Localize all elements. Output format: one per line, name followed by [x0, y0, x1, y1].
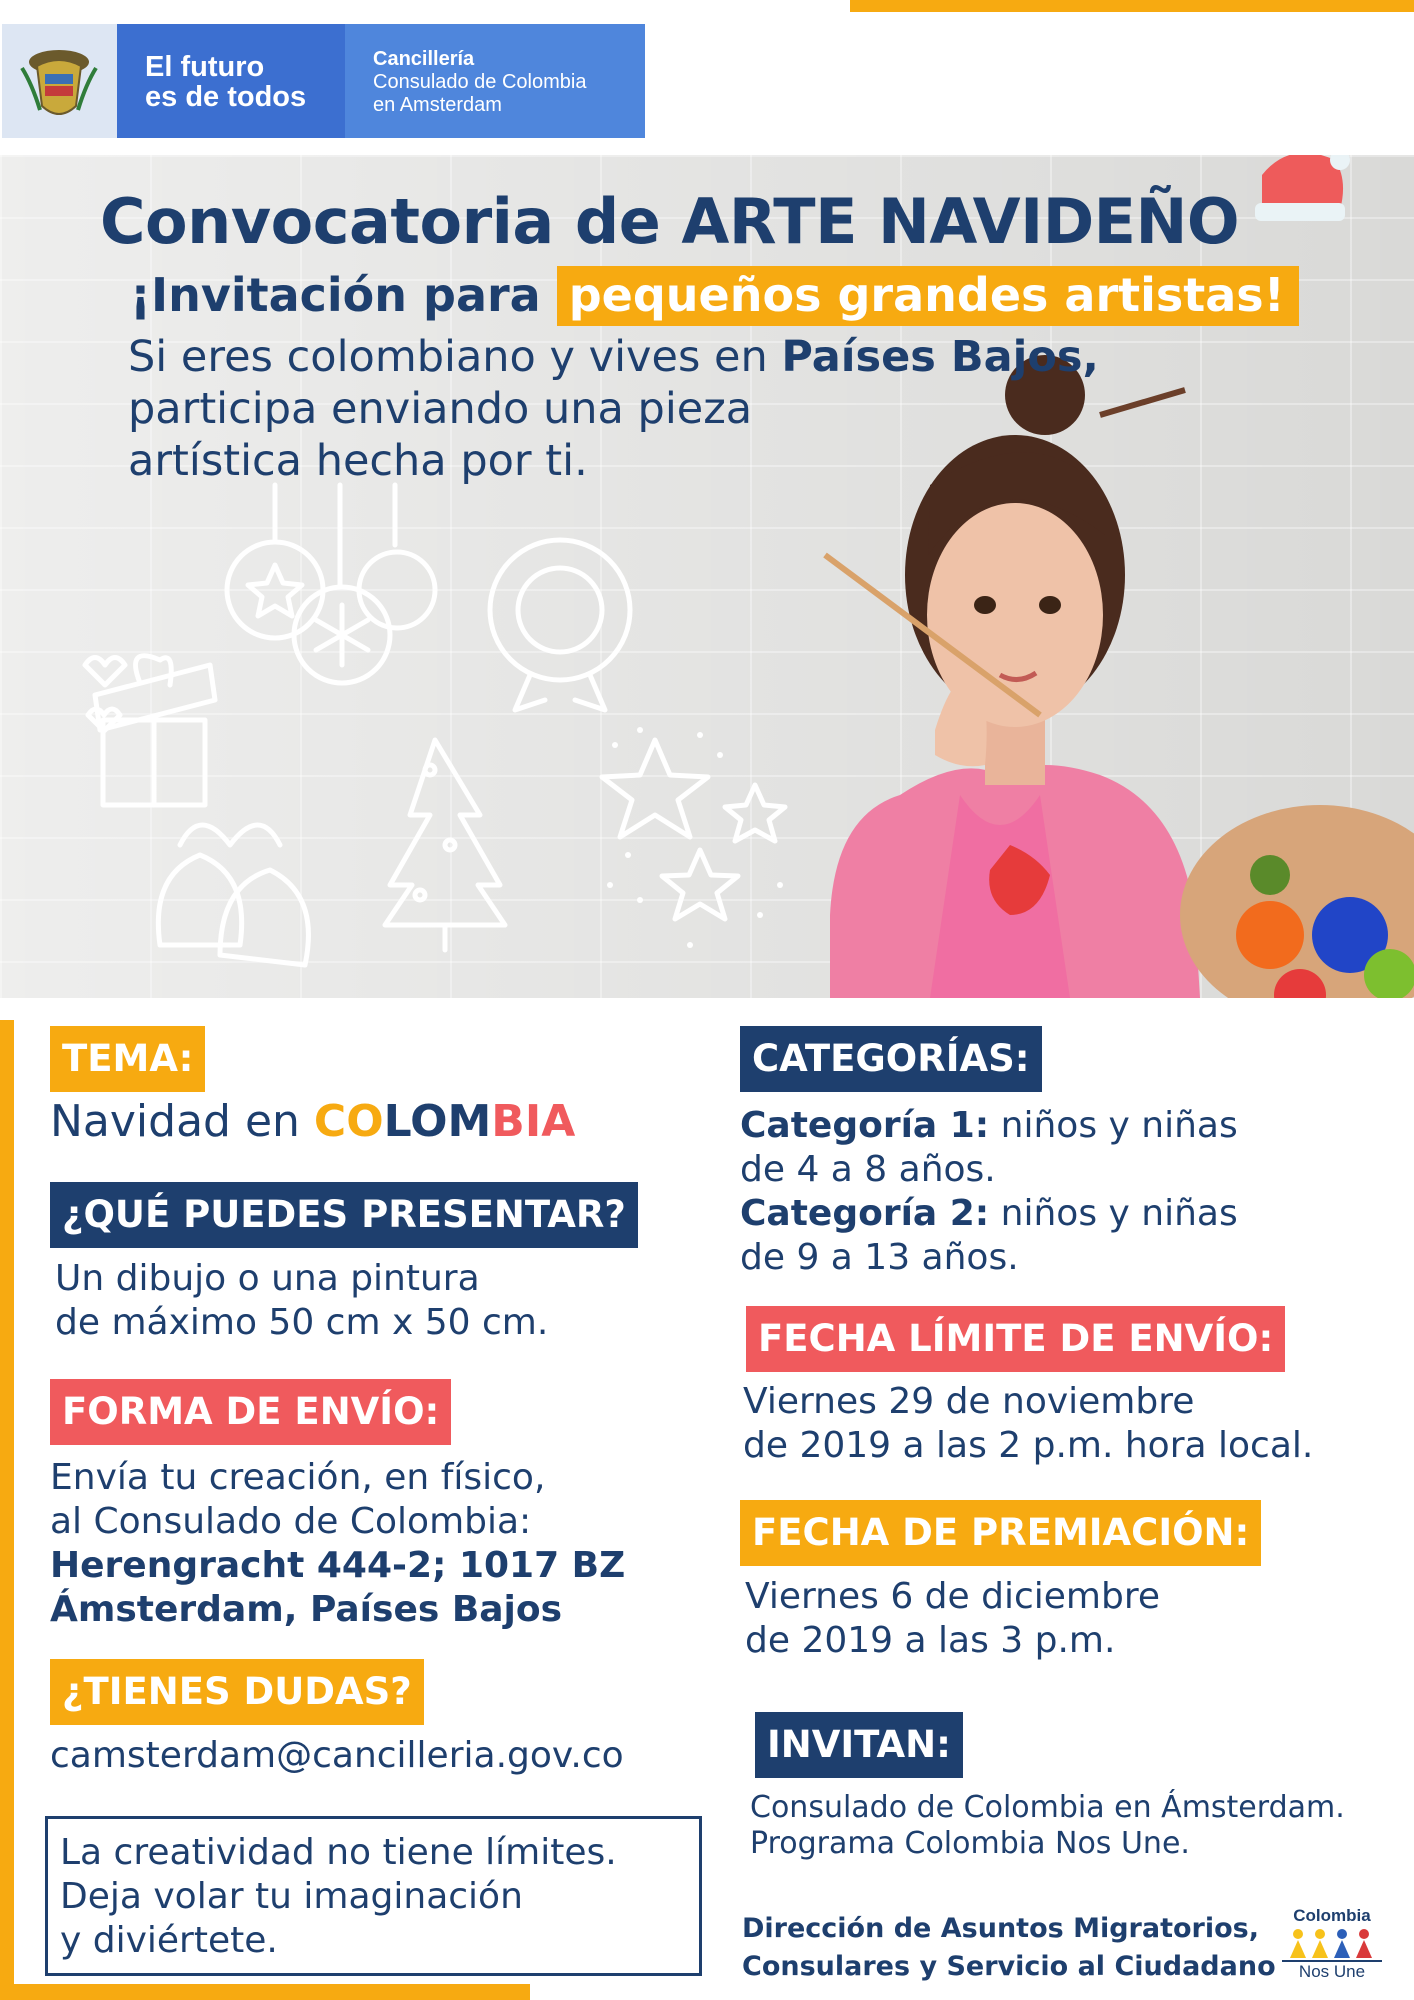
invite-prefix: ¡Invitación para — [130, 268, 541, 322]
tema-label: TEMA: — [50, 1026, 205, 1092]
people-icon — [1288, 1928, 1376, 1960]
cat2-line2: de 9 a 13 años. — [740, 1237, 1019, 1278]
que-presentar-label: ¿QUÉ PUEDES PRESENTAR? — [50, 1182, 638, 1248]
invitan-line2: Programa Colombia Nos Une. — [750, 1826, 1190, 1861]
footer-dir-line2: Consulares y Servicio al Ciudadano — [742, 1951, 1276, 1982]
invitan-label: INVITAN: — [755, 1712, 963, 1778]
hero-invite — [130, 268, 1299, 322]
invite-highlight: pequeños grandes artistas! — [557, 266, 1299, 326]
intro-line1: Si eres colombiano y vives en — [128, 332, 768, 382]
consulate-brand — [345, 24, 645, 138]
cons-line2: Consulado de Colombia — [373, 71, 587, 93]
dudas-label: ¿TIENES DUDAS? — [50, 1659, 424, 1725]
hero-banner — [0, 155, 1414, 998]
contact-email[interactable]: camsterdam@cancilleria.gov.co — [50, 1735, 624, 1776]
cat2-line1 — [740, 1192, 1238, 1236]
fecha-premiacion-label: FECHA DE PREMIACIÓN: — [740, 1500, 1261, 1566]
coat-of-arms-icon — [2, 24, 117, 138]
hero-intro — [128, 331, 1099, 487]
tema-value-co: CO — [313, 1096, 384, 1147]
quote-box — [45, 1816, 702, 1976]
limite-line1: Viernes 29 de noviembre — [743, 1381, 1195, 1422]
bottom-accent-bar — [0, 1984, 530, 2000]
forma-envio-label: FORMA DE ENVÍO: — [50, 1379, 451, 1445]
categorias-label: CATEGORÍAS: — [740, 1026, 1042, 1092]
ornament-ball-icon — [359, 552, 435, 628]
quote-line1: La creatividad no tiene límites. — [60, 1832, 617, 1873]
nosune-top-text: Colombia — [1293, 1906, 1371, 1925]
cons-line1: Cancillería — [373, 48, 475, 70]
forma-address-line2: Ámsterdam, Países Bajos — [50, 1589, 563, 1630]
left-accent-bar — [0, 1020, 14, 2000]
santa-hat-icon — [1255, 155, 1350, 221]
limite-line2: de 2019 a las 2 p.m. hora local. — [743, 1425, 1314, 1466]
cat1-text: niños y niñas — [1000, 1105, 1238, 1146]
fecha-limite-label: FECHA LÍMITE DE ENVÍO: — [746, 1306, 1285, 1372]
top-accent-bar — [850, 0, 1414, 12]
tema-value-lom: LOM — [383, 1096, 492, 1147]
intro-line2: participa enviando una pieza — [128, 384, 753, 434]
intro-line3: artística hecha por ti. — [128, 436, 588, 486]
quote-line2: Deja volar tu imaginación — [60, 1876, 523, 1917]
ornament-star-icon — [227, 542, 323, 638]
forma-address-line1: Herengracht 444-2; 1017 BZ — [50, 1545, 626, 1586]
forma-line2: al Consulado de Colombia: — [50, 1501, 532, 1542]
intro-line1-bold: Países Bajos, — [781, 332, 1099, 382]
nosune-bottom-text: Nos Une — [1282, 1960, 1382, 1982]
paint-palette-icon — [1180, 805, 1414, 998]
forma-line1: Envía tu creación, en físico, — [50, 1457, 546, 1498]
cat1-line1 — [740, 1104, 1238, 1148]
brand-line1: El futuro — [145, 51, 265, 83]
cons-line3: en Amsterdam — [373, 94, 502, 116]
tema-value-prefix: Navidad en — [50, 1096, 300, 1147]
cat1-line2: de 4 a 8 años. — [740, 1149, 996, 1190]
tree-icon — [385, 740, 505, 925]
que-line1: Un dibujo o una pintura — [55, 1258, 480, 1299]
que-line2: de máximo 50 cm x 50 cm. — [55, 1302, 549, 1343]
cat2-bold: Categoría 2: — [740, 1193, 990, 1234]
cat2-text: niños y niñas — [1000, 1193, 1238, 1234]
hero-title: Convocatoria de ARTE NAVIDEÑO — [100, 185, 1240, 258]
tema-value — [50, 1094, 575, 1150]
wreath-icon — [490, 540, 630, 680]
cat1-bold: Categoría 1: — [740, 1105, 990, 1146]
colombia-nos-une-logo — [1282, 1906, 1382, 1986]
footer-dir-line1: Dirección de Asuntos Migratorios, — [742, 1913, 1259, 1944]
brand-line2: es de todos — [145, 81, 307, 113]
gov-brand-slogan — [117, 24, 345, 138]
quote-line3: y diviértete. — [60, 1920, 278, 1961]
premiacion-line1: Viernes 6 de diciembre — [745, 1576, 1160, 1617]
stars-icon — [602, 740, 708, 837]
invitan-line1: Consulado de Colombia en Ámsterdam. — [750, 1790, 1345, 1825]
premiacion-line2: de 2019 a las 3 p.m. — [745, 1620, 1116, 1661]
tema-value-bia: BIA — [491, 1096, 576, 1147]
footer-directorate — [742, 1910, 1276, 1986]
